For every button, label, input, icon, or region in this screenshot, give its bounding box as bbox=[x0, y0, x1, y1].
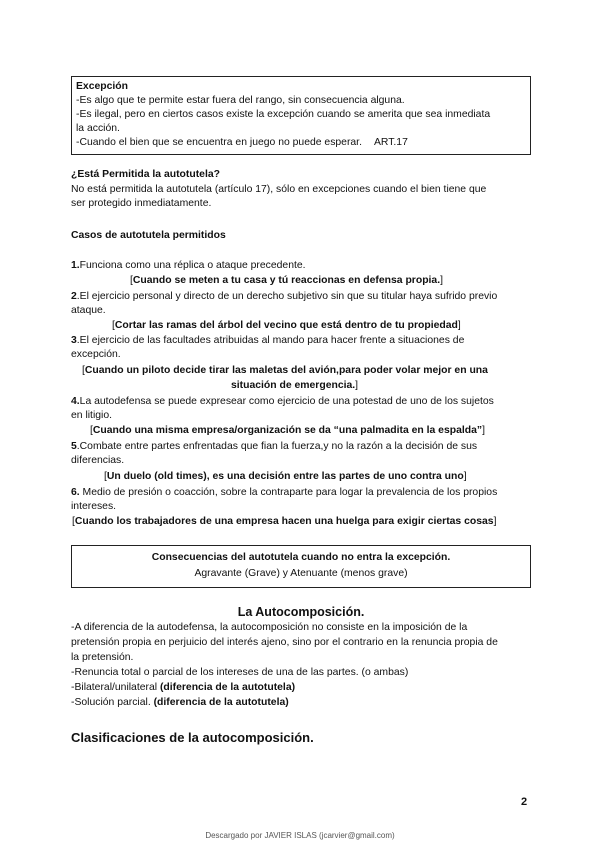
autocomposicion-line-1: -A diferencia de la autodefensa, la autocomposición no consiste en la imposición de la bbox=[71, 622, 468, 633]
excepcion-title: Excepción bbox=[76, 81, 128, 92]
excepcion-line-4-text: -Cuando el bien que se encuentra en juego no puede esperar. bbox=[76, 137, 362, 148]
caso-6-line-2: intereses. bbox=[71, 501, 117, 512]
caso-5-example: [Un duelo (old times), es una decisión entre las partes de uno contra uno] bbox=[104, 471, 467, 482]
caso-2-number: 2 bbox=[71, 291, 77, 302]
caso-4 bbox=[71, 394, 494, 409]
caso-1-text: Funciona como una réplica o ataque precedente. bbox=[79, 260, 306, 271]
caso-4-number: 4. bbox=[71, 396, 80, 407]
caso-3-text: .El ejercicio de las facultades atribuidas al mando para hacer frente a situaciones de bbox=[76, 335, 465, 346]
caso-2 bbox=[71, 289, 497, 304]
caso-4-line-2: en litigio. bbox=[71, 410, 113, 421]
autocomposicion-heading: La Autocomposición. bbox=[237, 605, 365, 619]
caso-6-example-text: Cuando los trabajadores de una empresa hacen una huelga para exigir ciertas cosas bbox=[74, 516, 494, 527]
autocomposicion-line-3: la pretensión. bbox=[71, 652, 134, 663]
caso-3-example-text: Cuando un piloto decide tirar las maletas del avión,para poder volar mejor en una bbox=[84, 365, 488, 376]
permitida-heading: ¿Está Permitida la autotutela? bbox=[71, 169, 220, 180]
caso-2-text: .El ejercicio personal y directo de un derecho subjetivo sin que su titular haya sufrido previo bbox=[76, 291, 498, 302]
caso-6-number: 6. bbox=[71, 487, 80, 498]
caso-3-example-line-2: situación de emergencia.] bbox=[231, 380, 359, 391]
autocomposicion-line-2: pretensión propia en perjuicio del interés ajeno, sino por el contrario en la renuncia propia de bbox=[71, 637, 498, 648]
caso-1-number: 1. bbox=[71, 260, 80, 271]
consecuencias-text: Agravante (Grave) y Atenuante (menos grave) bbox=[194, 568, 408, 579]
caso-5 bbox=[71, 439, 477, 454]
autocomposicion-parcial: -Solución parcial. (diferencia de la autotutela) bbox=[71, 697, 289, 708]
autocomposicion-line-4: -Renuncia total o parcial de los intereses de una de las partes. (o ambas) bbox=[71, 667, 409, 678]
excepcion-line-1: -Es algo que te permite estar fuera del rango, sin consecuencia alguna. bbox=[76, 95, 405, 106]
excepcion-line-3: la acción. bbox=[76, 123, 120, 134]
caso-5-line-2: diferencias. bbox=[71, 455, 125, 466]
download-footer: Descargado por JAVIER ISLAS (jcarvier@gmail.com) bbox=[205, 831, 395, 840]
page-number: 2 bbox=[521, 796, 528, 808]
clasificaciones-heading: Clasificaciones de la autocomposición. bbox=[71, 730, 314, 745]
caso-2-example-text: Cortar las ramas del árbol del vecino que está dentro de tu propiedad bbox=[114, 320, 458, 331]
permitida-line-2: ser protegido inmediatamente. bbox=[71, 198, 212, 209]
caso-5-example-text: Un duelo (old times), es una decisión entre las partes de uno contra uno bbox=[106, 471, 464, 482]
caso-4-text: La autodefensa se puede expresear como ejercicio de una potestad de uno de los sujetos bbox=[79, 396, 494, 407]
caso-3-example: [Cuando un piloto decide tirar las maletas del avión,para poder volar mejor en una bbox=[82, 365, 488, 376]
caso-3-number: 3 bbox=[71, 335, 77, 346]
caso-5-number: 5 bbox=[71, 441, 77, 452]
excepcion-line-2: -Es ilegal, pero en ciertos casos existe la excepción cuando se amerita que sea inmediata bbox=[76, 109, 491, 120]
caso-3 bbox=[71, 333, 464, 348]
caso-4-example-text: Cuando una misma empresa/organización se da “una palmadita en la espalda” bbox=[92, 425, 483, 436]
caso-1-example: [Cuando se meten a tu casa y tú reaccionas en defensa propia.] bbox=[130, 275, 443, 286]
caso-6 bbox=[71, 485, 497, 500]
permitida-line-1: No está permitida la autotutela (artículo 17), sólo en excepciones cuando el bien tiene que bbox=[71, 184, 487, 195]
caso-6-text: Medio de presión o coacción, sobre la contraparte para logar la prevalencia de los propios bbox=[79, 487, 498, 498]
art-reference: ART.17 bbox=[373, 137, 408, 148]
casos-heading: Casos de autotutela permitidos bbox=[71, 230, 226, 241]
caso-2-example: [Cortar las ramas del árbol del vecino que está dentro de tu propiedad] bbox=[112, 320, 461, 331]
caso-1-example-text: Cuando se meten a tu casa y tú reaccionas en defensa propia. bbox=[132, 275, 441, 286]
caso-6-example: [Cuando los trabajadores de una empresa hacen una huelga para exigir ciertas cosas] bbox=[72, 516, 497, 527]
caso-4-example: [Cuando una misma empresa/organización se da “una palmadita en la espalda”] bbox=[90, 425, 485, 436]
autocomposicion-bilateral: -Bilateral/unilateral (diferencia de la autotutela) bbox=[71, 682, 296, 693]
caso-3-line-2: excepción. bbox=[71, 349, 121, 360]
caso-1 bbox=[71, 258, 306, 273]
consecuencias-title: Consecuencias del autotutela cuando no entra la excepción. bbox=[151, 552, 451, 563]
caso-2-line-2: ataque. bbox=[71, 305, 106, 316]
caso-5-text: .Combate entre partes enfrentadas que fian la fuerza,y no la razón a la decisión de sus bbox=[76, 441, 478, 452]
excepcion-line-4 bbox=[76, 135, 408, 150]
